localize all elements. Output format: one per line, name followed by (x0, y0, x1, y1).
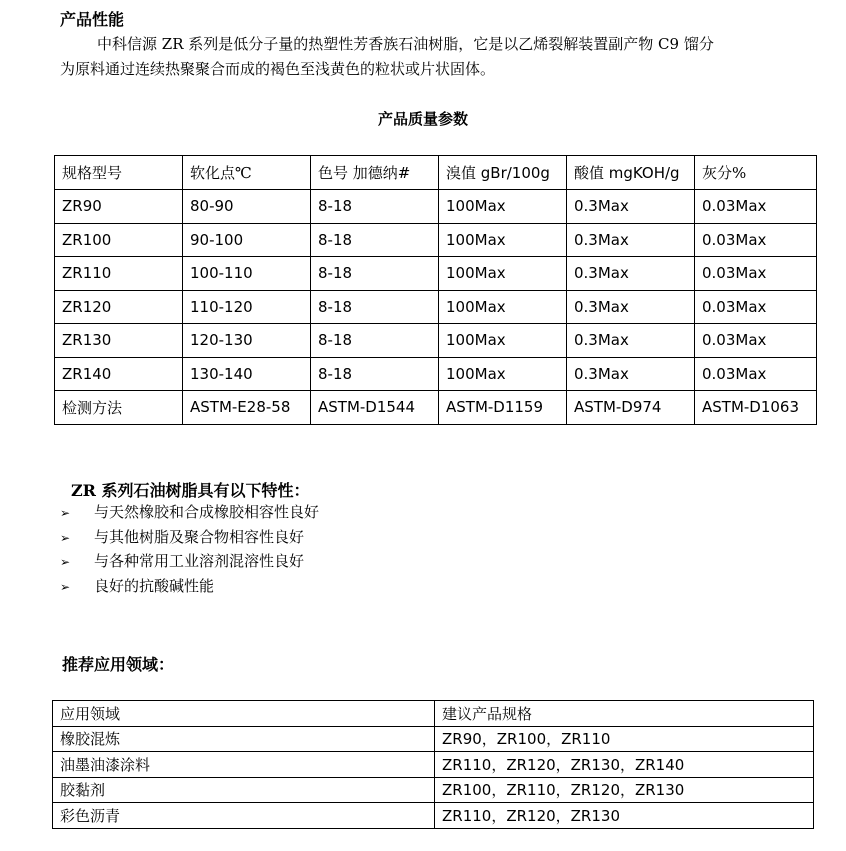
table-cell: ZR100 (55, 223, 183, 257)
table-cell: ZR100，ZR110，ZR120，ZR130 (435, 777, 814, 803)
table-row (55, 357, 817, 391)
quality-parameter-table (54, 155, 817, 425)
table-row (55, 257, 817, 291)
table-cell: 彩色沥青 (53, 803, 435, 829)
table-header-row (53, 701, 814, 727)
table-row (55, 223, 817, 257)
table-cell: 0.3Max (567, 223, 695, 257)
table-cell: 橡胶混炼 (53, 726, 435, 752)
list-item-text: 与各种常用工业溶剂混溶性良好 (94, 552, 305, 570)
table-cell: ZR110，ZR120，ZR130，ZR140 (435, 752, 814, 778)
features-title: ZR 系列石油树脂具有以下特性： (71, 481, 310, 500)
table-cell: 110-120 (183, 290, 311, 324)
table-row (53, 777, 814, 803)
table-cell: ASTM-D1544 (311, 391, 439, 425)
header-cell: 灰分% (695, 156, 817, 190)
table-row-test-method (55, 391, 817, 425)
intro-paragraph-line-1: 中科信源 ZR 系列是低分子量的热塑性芳香族石油树脂，它是以乙烯裂解装置副产物 C9 馏分 (97, 35, 714, 53)
table-cell: 100Max (439, 290, 567, 324)
intro-paragraph-line-2: 为原料通过连续热聚聚合而成的褐色至浅黄色的粒状或片状固体。 (60, 60, 496, 78)
table-cell: ZR120 (55, 290, 183, 324)
table-cell: ASTM-D1159 (439, 391, 567, 425)
header-cell: 酸值 mgKOH/g (567, 156, 695, 190)
table-cell: 检测方法 (55, 391, 183, 425)
table-cell: ASTM-D974 (567, 391, 695, 425)
table-cell: 胶黏剂 (53, 777, 435, 803)
list-item-text: 与其他树脂及聚合物相容性良好 (94, 527, 305, 546)
table-row (53, 726, 814, 752)
table-cell: ZR90，ZR100，ZR110 (435, 726, 814, 752)
table-cell: ZR110，ZR120，ZR130 (435, 803, 814, 829)
table-row (55, 290, 817, 324)
table-cell: 0.03Max (695, 257, 817, 291)
table-row (53, 752, 814, 778)
arrow-bullet-icon: ➢ (60, 530, 71, 545)
table-row (55, 190, 817, 224)
arrow-bullet-icon: ➢ (60, 555, 71, 569)
applications-title: 推荐应用领域： (62, 655, 175, 674)
table-row (55, 324, 817, 358)
table-cell: 120-130 (183, 324, 311, 358)
table-cell: 8-18 (311, 357, 439, 391)
table-cell: 8-18 (311, 190, 439, 224)
table-cell: 8-18 (311, 324, 439, 358)
table-cell: 8-18 (311, 223, 439, 257)
features-list (60, 500, 319, 598)
table-cell: 0.03Max (695, 223, 817, 257)
table-cell: 100Max (439, 257, 567, 291)
table-cell: 100Max (439, 357, 567, 391)
table-cell: 100Max (439, 223, 567, 257)
list-item-text: 与天然橡胶和合成橡胶相容性良好 (94, 503, 320, 521)
table-cell: ASTM-D1063 (695, 391, 817, 425)
header-cell: 软化点℃ (183, 156, 311, 190)
table-cell: 8-18 (311, 290, 439, 324)
arrow-bullet-icon: ➢ (60, 579, 71, 594)
header-cell: 建议产品规格 (435, 701, 814, 727)
table-row (53, 803, 814, 829)
table-cell: 0.3Max (567, 257, 695, 291)
list-item-text: 良好的抗酸碱性能 (94, 576, 215, 595)
quality-table-title: 产品质量参数 (377, 110, 468, 128)
table-cell: 8-18 (311, 257, 439, 291)
table-cell: ASTM-E28-58 (183, 391, 311, 425)
table-cell: 0.03Max (695, 290, 817, 324)
table-cell: ZR110 (55, 257, 183, 291)
table-header-row (55, 156, 817, 190)
section-title-product-performance: 产品性能 (60, 10, 125, 29)
table-cell: 0.3Max (567, 290, 695, 324)
table-cell: 0.3Max (567, 190, 695, 224)
table-cell: 油墨油漆涂料 (53, 752, 435, 778)
table-cell: 90-100 (183, 223, 311, 257)
table-cell: 130-140 (183, 357, 311, 391)
table-cell: 80-90 (183, 190, 311, 224)
table-cell: ZR130 (55, 324, 183, 358)
table-cell: 100Max (439, 324, 567, 358)
list-item (60, 500, 319, 525)
list-item (60, 574, 319, 599)
table-cell: 0.03Max (695, 324, 817, 358)
header-cell: 溴值 gBr/100g (439, 156, 567, 190)
header-cell: 应用领域 (53, 701, 435, 727)
table-cell: 0.3Max (567, 324, 695, 358)
table-cell: 100-110 (183, 257, 311, 291)
header-cell: 色号 加德纳# (311, 156, 439, 190)
table-cell: 100Max (439, 190, 567, 224)
list-item (60, 525, 319, 550)
table-cell: ZR90 (55, 190, 183, 224)
table-cell: ZR140 (55, 357, 183, 391)
table-cell: 0.03Max (695, 357, 817, 391)
table-cell: 0.3Max (567, 357, 695, 391)
applications-table (52, 700, 814, 829)
list-item (60, 549, 319, 574)
header-cell: 规格型号 (55, 156, 183, 190)
table-cell: 0.03Max (695, 190, 817, 224)
arrow-bullet-icon: ➢ (60, 506, 71, 520)
